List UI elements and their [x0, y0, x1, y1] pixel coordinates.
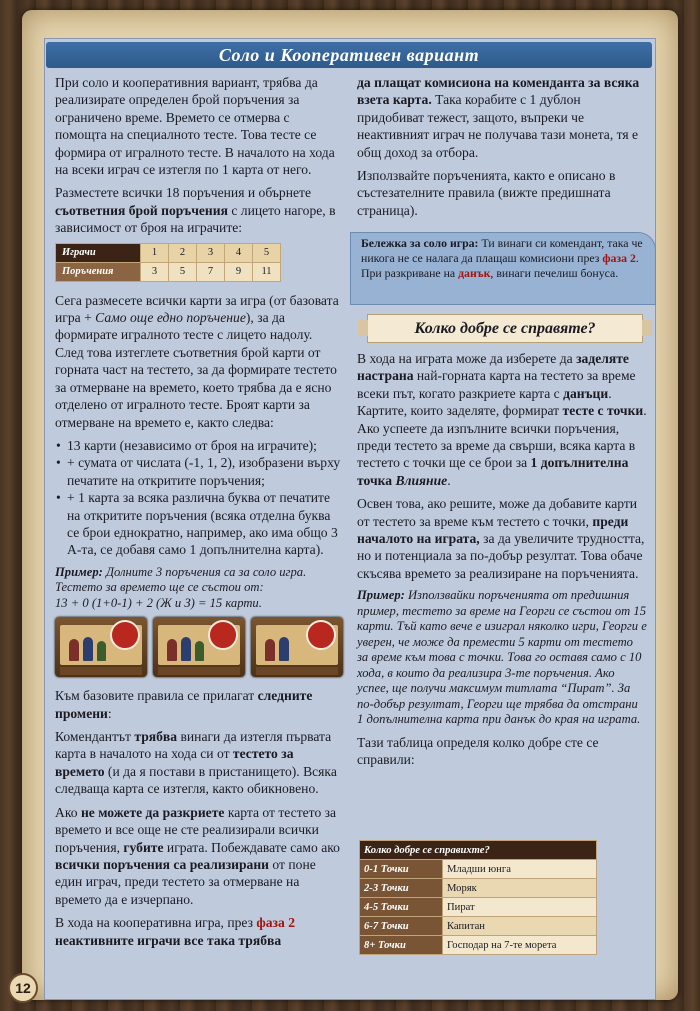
list-item: • + 1 карта за всяка различна буква от печатите на откритите поръчения (всяка отделна буква се брои еднократно, например, ако има общо 3 А-та, се добавя само 1 допълнителна карта).	[67, 489, 343, 559]
example-formula: 13 + 0 (1+0-1) + 2 (Ж и З) = 15 карти.	[55, 595, 262, 610]
setup-paragraph: Разместете всички 18 поръчения и обърнете съответния брой поръчения с лицето нагоре, в зависимост от броя на играчите:	[55, 185, 336, 236]
commander-paragraph: Комендантът трябва винаги да изтегля първата карта в началото на хода си от тестето за времето (и да я постави в пристанището). Всяка следваща карта се изтегля, както обикновено.	[55, 729, 337, 797]
score-table-title: Колко добре се справихте?	[360, 841, 597, 860]
list-item: • + сумата от числата (-1, 1, 2), изобразени върху печатите на откритите поръчения;	[67, 454, 343, 489]
players-row-label: Играчи	[56, 243, 141, 262]
table-cell: 5	[253, 243, 281, 262]
right-column	[357, 74, 647, 225]
solo-note-box: Бележка за соло игра: Ти винаги си комендант, така че никога не се налага да плащаш комисиони през фаза 2. При разкриване на данък, винаги печелиш бонуса.	[350, 232, 656, 305]
page-number: 12	[8, 973, 38, 1003]
orders-row-label: Поръчения	[56, 262, 141, 281]
table-cell: 3	[141, 262, 169, 281]
deck-paragraph: Сега размесете всички карти за игра (от базовата игра + Само още едно поръчение), за да формирате игралното тесте с лицето надолу. След това изтеглете съответния брой карти от горната част на тестето, за да формирате тестето за отмерване на времето, което трябва да е ясно отделено от игралното тесте. Броят карти за отмерване на времето е, както следва:	[55, 292, 339, 430]
order-card-image	[55, 617, 147, 677]
time-deck-list	[55, 437, 343, 559]
set-aside-paragraph: В хода на играта може да изберете да заделяте настрана най-горната карта на тестето за време всеки път, когато разкриете карта с данъци. Картите, които заделяте, формират тесте с точки. Ако успеете да изпълните всички поръчения, преди тестето за време да свърши, всяка карта в тестето с точки ще се брои за 1 допълнителна точка Влияние.	[357, 351, 647, 488]
how-well-heading: Колко добре се справяте?	[367, 314, 643, 343]
table-cell: 3	[197, 243, 225, 262]
scoring-example: Пример: Използвайки поръченията от предишния пример, тестето за време на Георги се състои от 15 карти. Тъй като вече е изиграл няколко игри, Георги е уверен, че може да премести 5 карти от тестето за време към това с точки. Това го оставя само с 10 хода, в които да реализира 3-те поръчения. Ако успее, ще получи максимум титлата “Пират”. За по-добър резултат, Георги ще трябва да отстрани 1 допълнителна карта при данък до края на играта.	[357, 588, 647, 727]
difficulty-paragraph: Освен това, ако решите, може да добавите карти от тестето за време към тестето с точки, преди началото на играта, за да увеличите трудността, но и потенциала за по-добър резултат. Това обаче скъсява времето за реализиране на поръченията.	[357, 496, 645, 581]
table-cell: 7	[197, 262, 225, 281]
order-card-image	[153, 617, 245, 677]
scoring-column	[357, 350, 647, 775]
changes-heading-paragraph: Към базовите правила се прилагат следните промени:	[55, 688, 313, 721]
order-cards-illustration	[55, 617, 343, 677]
table-row: 2-3 Точки Моряк	[360, 879, 597, 898]
coop-paragraph: В хода на кооперативна игра, през фаза 2 неактивните играчи все така трябва	[55, 915, 296, 948]
intro-paragraph: При соло и кооперативния вариант, трябва да реализирате определен брой поръчения за ограничено време. Времето се отмерва с помощта на специалното тесте. Това тесте се формира от игралното тесте. В началото на хода на всеки играч се изтегля по 1 карта от него.	[55, 75, 335, 178]
table-row: 6-7 Точки Капитан	[360, 917, 597, 936]
lose-win-paragraph: Ако не можете да разкриете карта от тестето за времето и все още не сте реализирали всички поръчения, губите играта. Побеждавате само ако всички поръчения са реализирани от поне един играч, преди тестето за отмерване на времето да е изчерпано.	[55, 804, 340, 907]
players-orders-table	[55, 243, 281, 282]
table-row: 4-5 Точки Пират	[360, 898, 597, 917]
table-intro-paragraph: Тази таблица определя колко добре сте се справили:	[357, 734, 599, 768]
left-column	[55, 74, 343, 955]
section-title: Соло и Кооперативен вариант	[46, 42, 652, 68]
table-row: 0-1 Точки Младши юнга	[360, 860, 597, 879]
orders-usage-paragraph: Използвайте поръченията, както е описано в състезателните правила (вижте предишната страница).	[357, 168, 616, 218]
table-cell: 5	[169, 262, 197, 281]
table-cell: 4	[225, 243, 253, 262]
table-cell: 9	[225, 262, 253, 281]
table-cell: 2	[169, 243, 197, 262]
list-item: • 13 карти (независимо от броя на играчите);	[67, 437, 343, 454]
order-card-image	[251, 617, 343, 677]
commission-paragraph: да плащат комисиона на коменданта за всяка взета карта. Така корабите с 1 дублон придобиват тежест, защото, въпреки че неактивният играч не получава тази монета, тя е общ доход за отбора.	[357, 75, 640, 160]
table-row: 8+ Точки Господар на 7-те морета	[360, 936, 597, 955]
example-block: Пример: Долните 3 поръчения са за соло игра. Тестето за времето ще се състои от: 13 + 0 (1+0-1) + 2 (Ж и З) = 15 карти.	[55, 564, 307, 610]
score-table	[359, 840, 597, 955]
table-cell: 1	[141, 243, 169, 262]
table-cell: 11	[253, 262, 281, 281]
